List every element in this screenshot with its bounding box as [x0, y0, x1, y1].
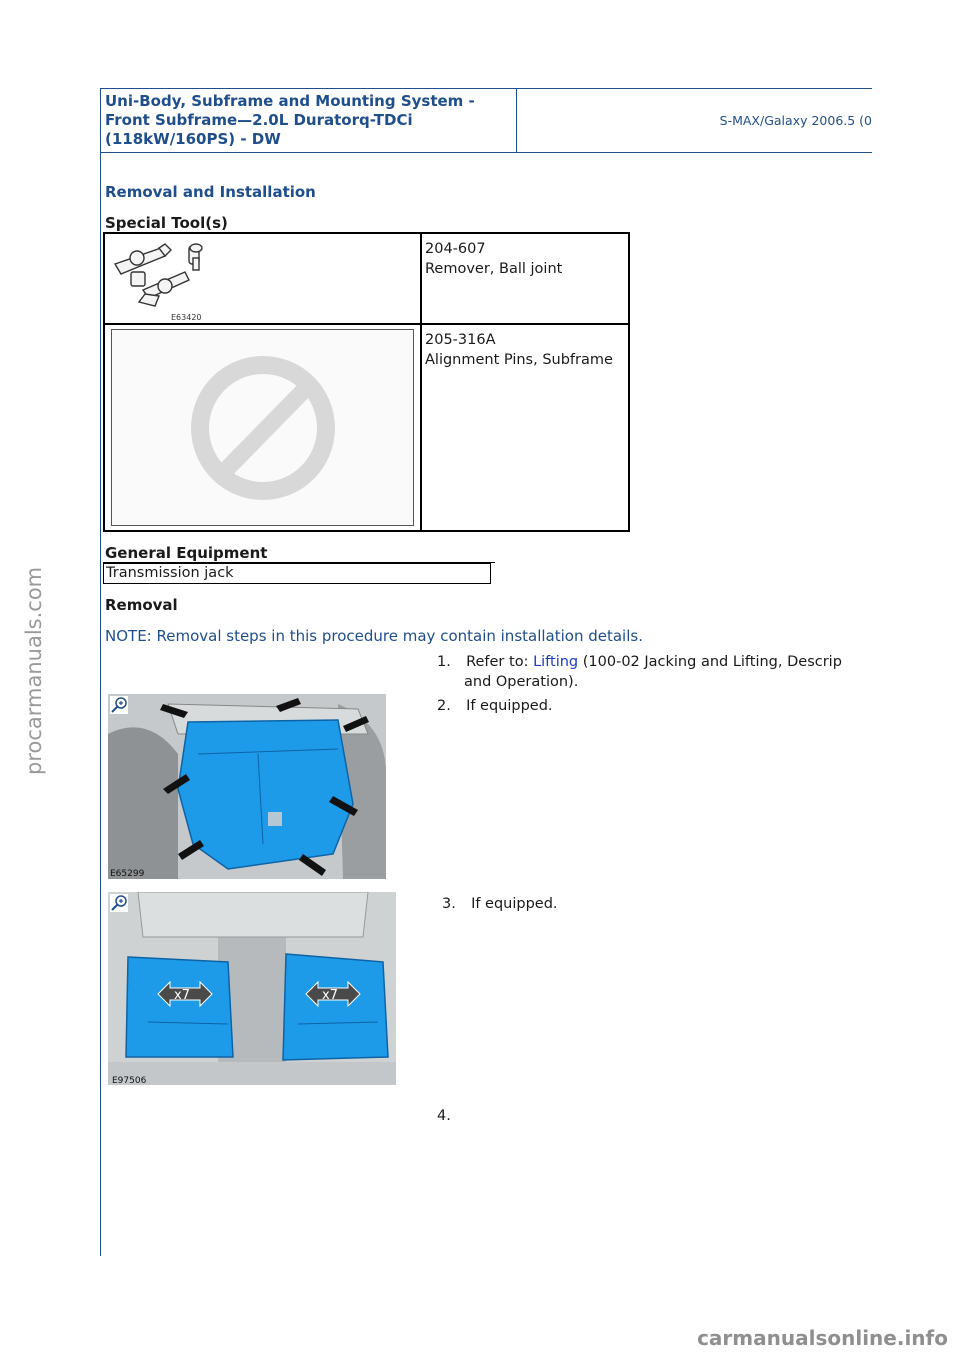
- step-3-image-label: E97506: [112, 1076, 147, 1085]
- vehicle-model: S-MAX/Galaxy 2006.5 (0: [719, 113, 872, 128]
- tool-info: [425, 330, 613, 370]
- undertray-photo: [108, 694, 386, 879]
- step-number: 4.: [437, 1108, 451, 1124]
- fastener-count-right: x7: [322, 988, 338, 1003]
- header-bottom-rule: [100, 152, 872, 153]
- splash-shield-photo: [108, 892, 396, 1085]
- special-tools-heading: Special Tool(s): [105, 214, 228, 232]
- general-equipment-heading: General Equipment: [105, 544, 268, 562]
- no-image-placeholder: [111, 329, 414, 526]
- tool-row: [105, 325, 628, 530]
- tool-info: [425, 239, 562, 279]
- zoom-icon[interactable]: [110, 696, 128, 714]
- title-line-1: Uni-Body, Subframe and Mounting System -: [105, 92, 475, 110]
- no-image-icon: [176, 348, 350, 508]
- lifting-link[interactable]: Lifting: [533, 654, 579, 670]
- step-suffix: (100-02 Jacking and Lifting, Descrip: [578, 654, 842, 670]
- step-text: If equipped.: [466, 698, 553, 714]
- header-top-rule: [100, 88, 872, 89]
- zoom-icon[interactable]: [110, 894, 128, 912]
- fastener-count-left: x7: [174, 988, 190, 1003]
- step-number: 1.: [437, 654, 451, 670]
- step-text: If equipped.: [471, 896, 558, 912]
- title-line-2: Front Subframe—2.0L Duratorq-TDCi: [105, 111, 413, 129]
- step-1: [437, 652, 872, 692]
- step-number: 2.: [437, 698, 451, 714]
- tool-image-label: E63420: [171, 313, 202, 322]
- bottom-watermark: carmanualsonline.info: [697, 1326, 948, 1350]
- ball-joint-remover-illustration: [109, 236, 409, 322]
- step-number: 3.: [442, 896, 456, 912]
- side-watermark: procarmanuals.com: [22, 566, 46, 775]
- title-line-3: (118kW/160PS) - DW: [105, 130, 281, 148]
- equipment-item: Transmission jack: [103, 563, 491, 584]
- removal-note: NOTE: Removal steps in this procedure may contain installation details.: [105, 627, 643, 645]
- step-4: [437, 1106, 451, 1126]
- splash-shield-illustration: [108, 892, 396, 1085]
- section-title: Removal and Installation: [105, 183, 316, 201]
- step-line-2: and Operation).: [464, 674, 579, 690]
- tool-row: [105, 234, 628, 325]
- step-prefix: Refer to:: [466, 654, 534, 670]
- step-2-image-label: E65299: [110, 869, 145, 879]
- undertray-illustration: [108, 694, 386, 879]
- table-column-divider: [420, 234, 422, 530]
- tool-name: Remover, Ball joint: [425, 261, 563, 277]
- tool-number: 204-607: [425, 241, 486, 257]
- removal-heading: Removal: [105, 596, 178, 614]
- page-left-rule: [100, 88, 101, 1256]
- step-2: [437, 696, 553, 716]
- document-title: [105, 92, 510, 149]
- tool-name: Alignment Pins, Subframe: [425, 352, 613, 368]
- header-divider: [516, 88, 517, 152]
- tool-number: 205-316A: [425, 332, 496, 348]
- special-tools-table: [103, 232, 630, 532]
- step-3: [442, 894, 558, 914]
